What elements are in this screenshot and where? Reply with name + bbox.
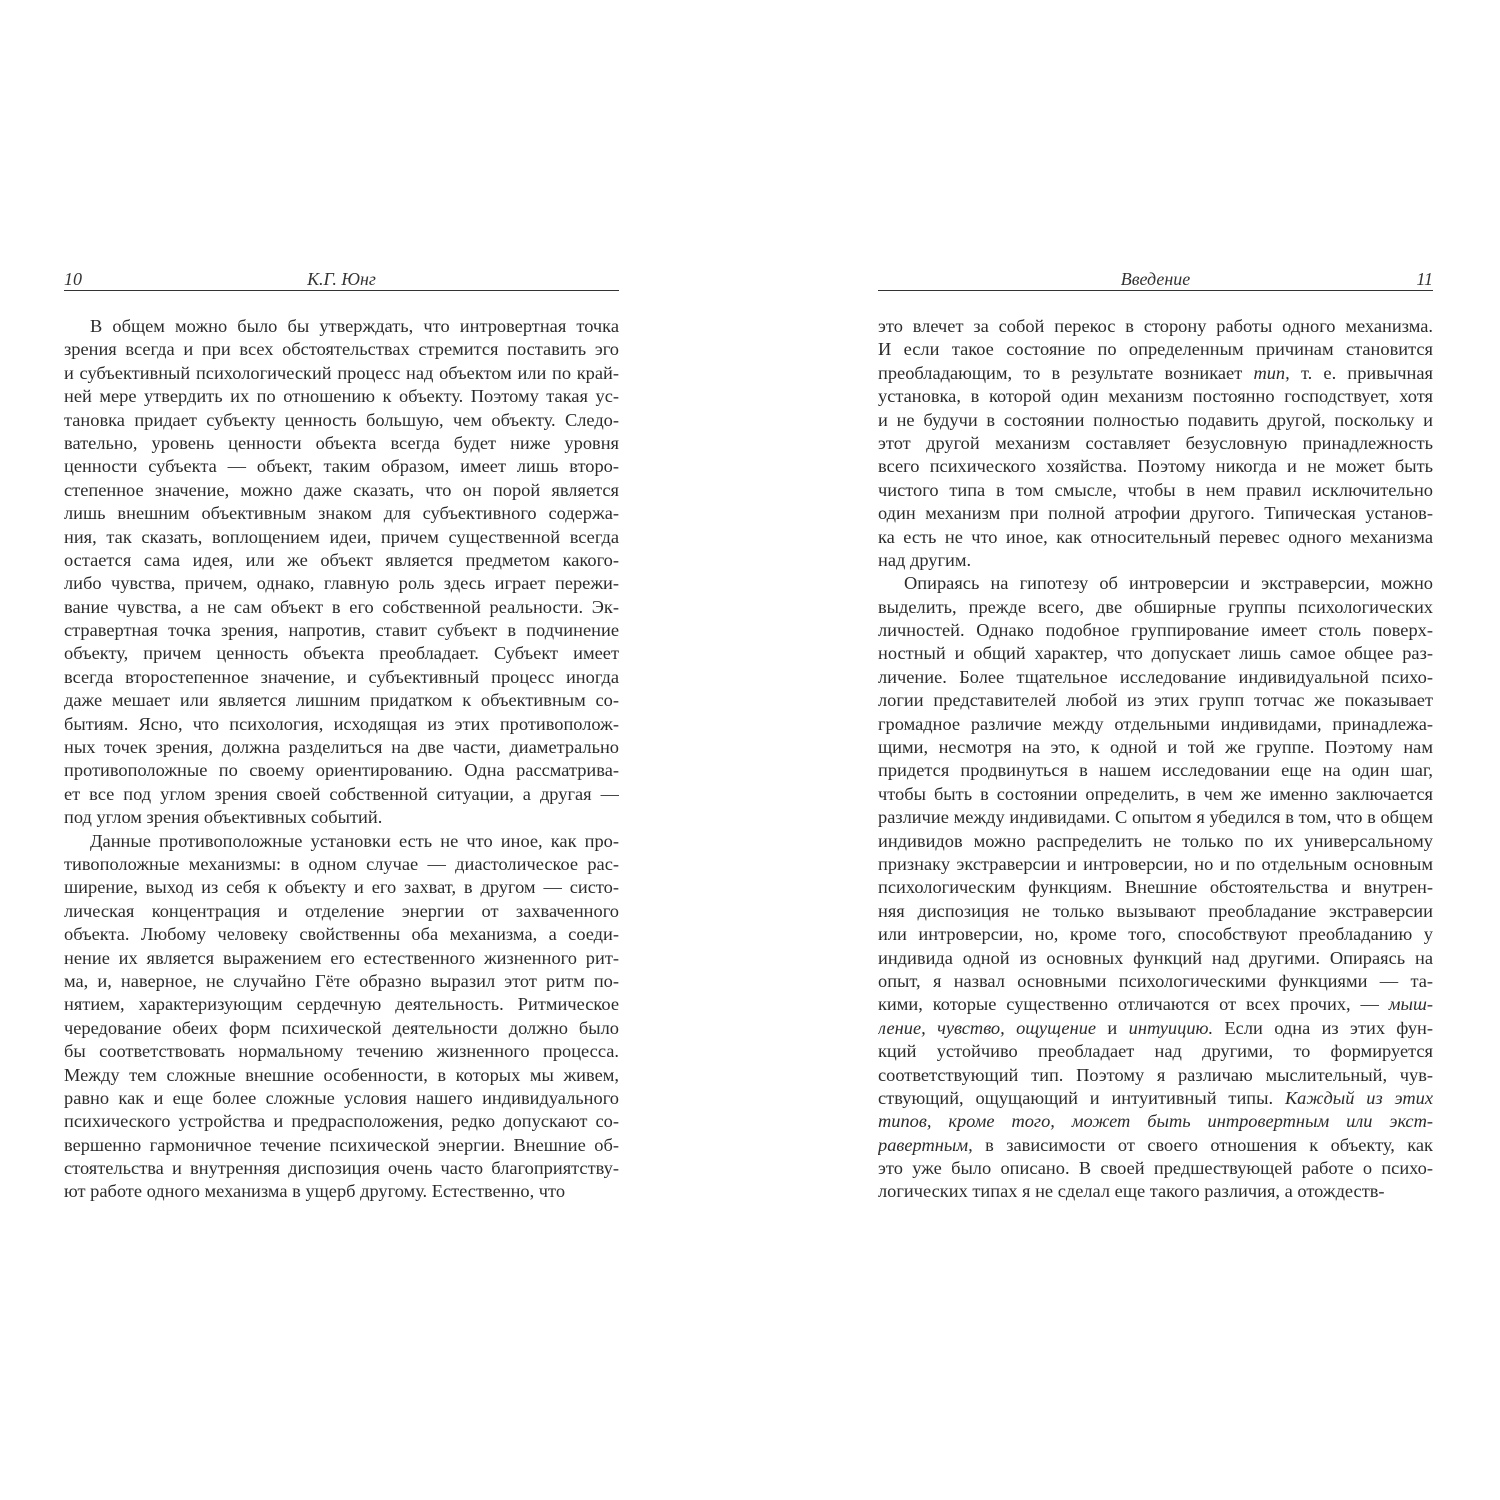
text-line: всегда второстепенное значение, и субъективный процесс иногда <box>64 666 619 687</box>
text-line: ней мере утвердить их по отношению к объекту. Поэтому такая ус- <box>64 386 619 407</box>
text-line: лишь внешним объективным знаком для субъективного содержа- <box>64 503 619 524</box>
text-line: опыт, я назвал основными психологическими функциями — та- <box>878 970 1433 991</box>
right-page-text <box>878 315 1433 1204</box>
text-line: и субъективный психологический процесс над объектом или по край- <box>64 362 619 383</box>
left-page <box>64 268 619 1204</box>
text-line: даже мешает или является лишним придатком к объективным со- <box>64 690 619 711</box>
text-line: ет все под углом зрения своей собственной ситуации, а другая — <box>64 783 619 804</box>
running-head-section: Введение <box>1120 269 1191 289</box>
text-line: стоятельства и внутренняя диспозиция очень часто благоприятству- <box>64 1158 619 1179</box>
right-page <box>878 268 1433 1204</box>
text-line: чтобы быть в состоянии определить, в чем же именно заключается <box>878 783 1433 804</box>
text-line: щими, несмотря на это, к одной и той же группе. Поэтому нам <box>878 737 1433 758</box>
text-line: один механизм при полной атрофии другого. Типическая установ- <box>878 503 1433 524</box>
text-line: ствующий, ощущающий и интуитивный типы. Каждый из этих <box>878 1087 1433 1108</box>
text-line: ма, и, наверное, не случайно Гёте образно выразил этот ритм по- <box>64 970 619 991</box>
text-line: ширение, выход из себя к объекту и его захват, в другом — систо- <box>64 877 619 898</box>
text-line: установка, в которой один механизм постоянно господствует, хотя <box>878 386 1433 407</box>
text-line: вершенно гармоничное течение психической энергии. Внешние об- <box>64 1134 619 1155</box>
text-line: всего психического хозяйства. Поэтому никогда и не может быть <box>878 456 1433 477</box>
emphasis: равертным, <box>878 1134 973 1155</box>
text-line: индивида одной из основных функций над другими. Опираясь на <box>878 947 1433 968</box>
text-line: личение. Более тщательное исследование индивидуальной психо- <box>878 666 1433 687</box>
text-line: преобладающим, то в результате возникает тип, т. е. привычная <box>878 362 1433 383</box>
text-line: ка есть не что иное, как относительный перевес одного механизма <box>878 526 1433 547</box>
text-line: противоположные по своему ориентированию. Одна рассматрива- <box>64 760 619 781</box>
text-line: объекта. Любому человеку свойственны оба механизма, а соеди- <box>64 924 619 945</box>
text-line: И если такое состояние по определенным причинам становится <box>878 339 1433 360</box>
text-line: либо чувства, причем, однако, главную роль здесь играет пережи- <box>64 573 619 594</box>
text-line: придется продвинуться в нашем исследовании еще на один шаг, <box>878 760 1433 781</box>
text-line: няя диспозиция не только вызывают преобладание экстраверсии <box>878 900 1433 921</box>
text-line: соответствующий тип. Поэтому я различаю мыслительный, чув- <box>878 1064 1433 1085</box>
text-line: признаку экстраверсии и интроверсии, но и по отдельным основным <box>878 853 1433 874</box>
text-line: ностный и общий характер, что допускает лишь самое общее раз- <box>878 643 1433 664</box>
text-line: бытиям. Ясно, что психология, исходящая из этих противополож- <box>64 713 619 734</box>
text-line: остается сама идея, или же объект является предметом какого- <box>64 549 619 570</box>
text-line: нение их является выражением его естественного жизненного рит- <box>64 947 619 968</box>
emphasis: тип, <box>1253 362 1290 383</box>
text-line: Между тем сложные внешние особенности, в которых мы живем, <box>64 1064 619 1085</box>
text-line: ных точек зрения, должна разделиться на две части, диаметрально <box>64 737 619 758</box>
text-line: ценности субъекта — объект, таким образом, имеет лишь второ- <box>64 456 619 477</box>
text-line: тивоположные механизмы: в одном случае — диастолическое рас- <box>64 853 619 874</box>
text-line: громадное различие между отдельными индивидами, принадлежа- <box>878 713 1433 734</box>
text-line: под углом зрения объективных событий. <box>64 807 383 828</box>
text-line: бы соответствовать нормальному течению жизненного процесса. <box>64 1041 619 1062</box>
left-running-header <box>64 268 619 291</box>
emphasis: типов, кроме того, может быть интровертным или экст- <box>878 1111 1433 1132</box>
text-line: различие между индивидами. С опытом я убедился в том, что в общем <box>878 807 1433 828</box>
text-line: психологическим функциям. Внешние обстоятельства и внутрен- <box>878 877 1433 898</box>
text-line <box>878 1110 1433 1133</box>
text-line: вательно, уровень ценности объекта всегда будет ниже уровня <box>64 432 619 453</box>
text-line: этот другой механизм составляет безусловную принадлежность <box>878 432 1433 453</box>
text-line: равертным, в зависимости от своего отношения к объекту, как <box>878 1134 1433 1155</box>
text-line: Опираясь на гипотезу об интроверсии и экстраверсии, можно <box>904 573 1433 594</box>
emphasis: мыш- <box>1388 994 1433 1015</box>
text-line: и не будучи в состоянии полностью подавить другой, поскольку и <box>878 409 1433 430</box>
text-line: стравертная точка зрения, напротив, ставит субъект в подчинение <box>64 620 619 641</box>
emphasis: ление, чувство, ощущение <box>878 1017 1097 1038</box>
text-line: зрения всегда и при всех обстоятельствах стремится поставить эго <box>64 339 619 360</box>
text-line: выделить, прежде всего, две обширные группы психологических <box>878 596 1433 617</box>
text-line: нятием, характеризующим сердечную деятельность. Ритмическое <box>64 994 619 1015</box>
text-line: объекту, причем ценность объекта преобладает. Субъект имеет <box>64 643 619 664</box>
text-line: ют работе одного механизма в ущерб другому. Естественно, что <box>64 1181 566 1202</box>
text-line: вание чувства, а не сам объект в его собственной реальности. Эк- <box>64 596 619 617</box>
text-line: кими, которые существенно отличаются от всех прочих, — мыш- <box>878 994 1433 1015</box>
page-number: 10 <box>64 269 82 289</box>
text-line: тановка придает субъекту ценность большую, чем объекту. Следо- <box>64 409 619 430</box>
text-line: степенное значение, можно даже сказать, что он порой является <box>64 479 619 500</box>
text-line: индивидов можно распределить не только по их универсальному <box>878 830 1433 851</box>
text-line: равно как и еще более сложные условия нашего индивидуального <box>64 1087 619 1108</box>
text-line: чистого типа в том смысле, чтобы в нем правил исключительно <box>878 479 1433 500</box>
text-line: это уже было описано. В своей предшествующей работе о психо- <box>878 1158 1433 1179</box>
text-line: над другим. <box>878 549 972 570</box>
text-line: кций устойчиво преобладает над другими, то формируется <box>878 1041 1433 1062</box>
text-line: логических типах я не сделал еще такого различия, а отождеств- <box>878 1181 1385 1202</box>
emphasis: интуицию. <box>1128 1017 1214 1038</box>
text-line: это влечет за собой перекос в сторону работы одного механизма. <box>878 316 1433 336</box>
text-line: психического устройства и предрасположения, редко допускают со- <box>64 1111 619 1132</box>
text-line: личностей. Однако подобное группирование имеет столь поверх- <box>878 620 1433 641</box>
text-line: чередование обеих форм психической деятельности должно было <box>64 1017 619 1038</box>
left-page-text <box>64 315 619 1204</box>
emphasis: Каждый из этих <box>1284 1087 1433 1108</box>
text-line: В общем можно было бы утверждать, что интровертная точка <box>90 316 619 336</box>
text-line: Данные противоположные установки есть не что иное, как про- <box>90 830 619 851</box>
text-line: ния, так сказать, воплощением идеи, причем существенной всегда <box>64 526 619 547</box>
right-running-header <box>878 268 1433 291</box>
text-line: ление, чувство, ощущение и интуицию. Если одна из этих фун- <box>878 1017 1433 1038</box>
text-line: или интроверсии, но, кроме того, способствуют преобладанию у <box>878 924 1433 945</box>
page-number: 11 <box>1416 269 1433 289</box>
text-line: логии представителей любой из этих групп тотчас же показывает <box>878 690 1433 711</box>
running-head-author: К.Г. Юнг <box>307 269 376 289</box>
text-line: лическая концентрация и отделение энергии от захваченного <box>64 900 619 921</box>
